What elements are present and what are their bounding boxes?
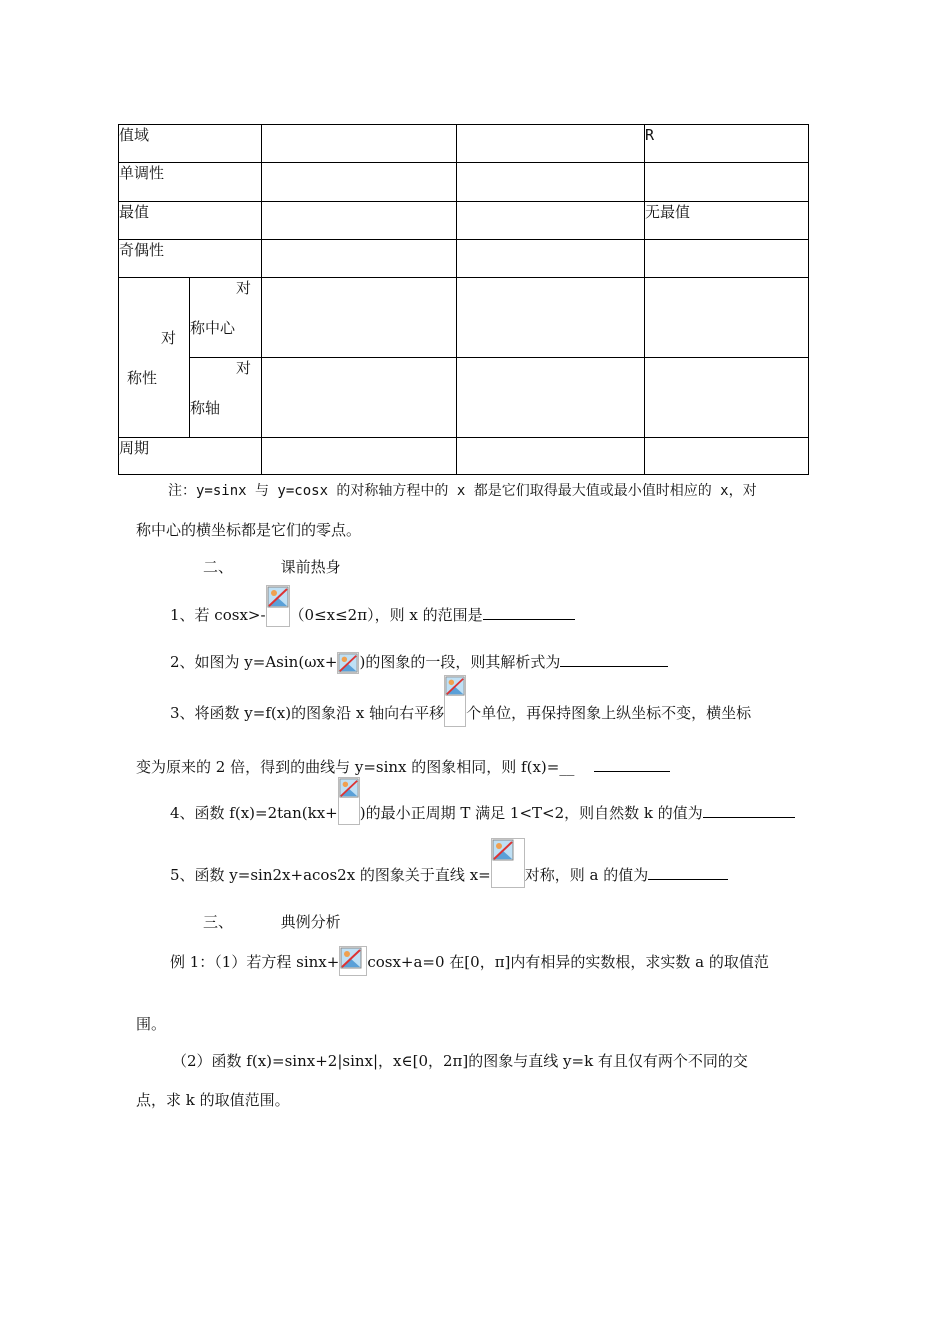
table-cell bbox=[645, 163, 809, 202]
q3-text-b: 个单位，再保持图象上纵坐标不变，横坐标 bbox=[466, 704, 752, 722]
table-row bbox=[119, 202, 809, 240]
broken-image-icon bbox=[491, 838, 525, 888]
row-label-monotonic: 单调性 bbox=[119, 163, 262, 202]
axis-label-a: 对 bbox=[236, 359, 252, 377]
table-cell bbox=[262, 202, 457, 240]
table-cell bbox=[262, 438, 457, 475]
axis-label-b: 称轴 bbox=[190, 399, 221, 417]
question-1 bbox=[170, 605, 575, 627]
question-3-line-2 bbox=[136, 757, 670, 777]
section-title: 典例分析 bbox=[280, 913, 341, 931]
example-1-line-2: 围。 bbox=[136, 1015, 167, 1033]
answer-blank bbox=[703, 803, 795, 818]
table-cell bbox=[645, 278, 809, 358]
q3-text-a: 3、将函数 y=f(x)的图象沿 x 轴向右平移 bbox=[170, 704, 445, 722]
ex1-text-b: cosx+a=0 在[0，π]内有相异的实数根，求实数 a 的取值范 bbox=[367, 953, 769, 971]
section-heading-3 bbox=[203, 912, 341, 932]
broken-image-icon bbox=[337, 652, 359, 674]
q4-text-a: 4、函数 f(x)=2tan(kx+ bbox=[170, 804, 338, 822]
row-label-extremum: 最值 bbox=[119, 202, 262, 240]
cell-extremum-value: 无最值 bbox=[645, 202, 809, 240]
center-label-a: 对 bbox=[236, 279, 252, 297]
table-cell bbox=[457, 163, 645, 202]
table-row bbox=[119, 438, 809, 475]
table-cell bbox=[457, 438, 645, 475]
sub-label-center bbox=[190, 278, 262, 358]
q5-text-a: 5、函数 y=sin2x+acos2x 的图象关于直线 x= bbox=[170, 866, 491, 884]
symmetry-label-b: 称性 bbox=[127, 368, 158, 387]
table-row bbox=[119, 163, 809, 202]
section-number: 二、 bbox=[203, 558, 234, 576]
table-row bbox=[119, 278, 809, 358]
example-2-line-1: （2）函数 f(x)=sinx+2|sinx|，x∈[0，2π]的图象与直线 y=k 有且仅有两个不同的交 bbox=[172, 1052, 748, 1070]
table-cell bbox=[457, 202, 645, 240]
example-1-line-1 bbox=[170, 950, 769, 976]
note-line-1: 注：y=sinx 与 y=cosx 的对称轴方程中的 x 都是它们取得最大值或最小值时相应的 x，对 bbox=[168, 483, 757, 499]
q1-text-b: （0≤x≤2π），则 x 的范围是 bbox=[289, 606, 483, 624]
row-label-symmetry bbox=[119, 278, 190, 438]
question-3-line-1 bbox=[170, 701, 751, 727]
table-cell bbox=[262, 125, 457, 163]
q1-text-a: 1、若 cosx>- bbox=[170, 606, 266, 624]
section-number: 三、 bbox=[203, 913, 234, 931]
table-cell bbox=[262, 358, 457, 438]
q2-text-b: )的图象的一段，则其解析式为 bbox=[359, 653, 561, 671]
answer-blank bbox=[648, 865, 728, 880]
table-cell bbox=[457, 358, 645, 438]
question-4 bbox=[170, 803, 795, 825]
row-label-parity: 奇偶性 bbox=[119, 240, 262, 278]
answer-blank bbox=[560, 652, 668, 667]
example-2-line-2: 点，求 k 的取值范围。 bbox=[136, 1091, 290, 1109]
table-cell bbox=[645, 438, 809, 475]
question-2 bbox=[170, 652, 668, 674]
table-row bbox=[119, 358, 809, 438]
row-label-period: 周期 bbox=[119, 438, 262, 475]
table-cell bbox=[457, 125, 645, 163]
section-title: 课前热身 bbox=[280, 558, 341, 576]
broken-image-icon bbox=[339, 946, 367, 976]
q5-text-b: 对称，则 a 的值为 bbox=[524, 866, 649, 884]
question-5 bbox=[170, 864, 728, 888]
table-row bbox=[119, 240, 809, 278]
table-row bbox=[119, 125, 809, 163]
note-line-2: 称中心的横坐标都是它们的零点。 bbox=[136, 521, 362, 539]
center-label-b: 称中心 bbox=[190, 319, 236, 337]
table-cell bbox=[645, 240, 809, 278]
cell-range-value: R bbox=[645, 125, 809, 163]
row-label-range: 值域 bbox=[119, 125, 262, 163]
sub-label-axis bbox=[190, 358, 262, 438]
table-cell bbox=[262, 163, 457, 202]
properties-table bbox=[118, 124, 809, 475]
table-cell bbox=[457, 278, 645, 358]
broken-image-icon bbox=[444, 675, 466, 727]
table-cell bbox=[457, 240, 645, 278]
table-cell bbox=[262, 240, 457, 278]
answer-blank bbox=[483, 605, 575, 620]
table-cell bbox=[645, 358, 809, 438]
q3-text-c: 变为原来的 2 倍，得到的曲线与 y=sinx 的图象相同，则 f(x)=__ bbox=[136, 758, 575, 776]
q4-text-b: )的最小正周期 T 满足 1<T<2，则自然数 k 的值为 bbox=[359, 804, 703, 822]
broken-image-icon bbox=[338, 777, 360, 825]
broken-image-icon bbox=[266, 585, 290, 627]
symmetry-label-a: 对 bbox=[161, 328, 177, 347]
section-heading-2 bbox=[203, 557, 341, 577]
q2-text-a: 2、如图为 y=Asin(ωx+ bbox=[170, 653, 338, 671]
table-cell bbox=[262, 278, 457, 358]
answer-blank bbox=[594, 757, 670, 772]
ex1-text-a: 例 1：（1）若方程 sinx+ bbox=[170, 953, 340, 971]
